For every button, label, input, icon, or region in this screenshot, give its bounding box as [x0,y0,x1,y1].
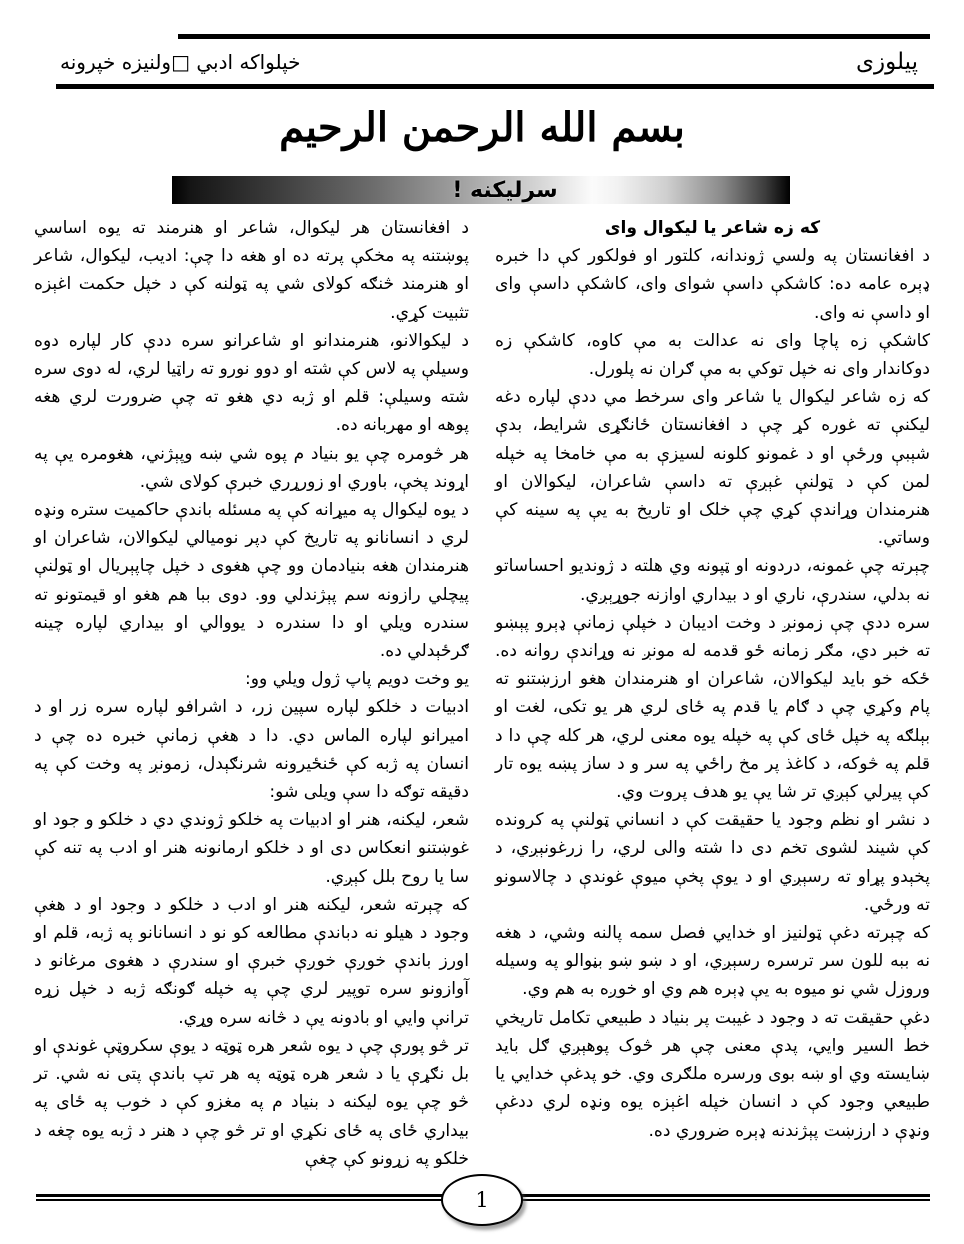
paragraph: هر څومره چې يو بنياد م پوه شي ښه وپېژني، هغومره يې په اړوند پخې، باوري او زورړري خبرې کولای شي. [34,443,469,492]
header-top-rule [178,34,930,39]
section-banner [172,176,790,204]
header-magazine-name: پيلوزی [856,49,918,75]
header-bottom-rule [56,84,934,89]
paragraph: کاشکې زه پاچا وای نه عدالت به مې کاوه، کاشکې زه دوکاندار وای نه خپل توکي به مې ګران نه پلورل. [495,330,930,380]
paragraph: ادبيات د خلکو لپاره سپين زر، د اشرافو لپاره سره زر او د اميرانو لپاره الماس دي. دا د هغې زمانې خبره ده چې د انسان په ژبه کې ځنځيرونه شرنګېدل، زمونږ په وخت کې په دقيقه توګه دا سې ويلی شو: [34,697,469,803]
paragraph: دغې حقيقت ته د وجود د غيبت پر بنياد د طبيعي تکامل تاريخي خط السير وايي، پدې معنی چې هر څوک پوهېږي ګل بايد ښايسته وي او ښه بوی ورسره ملګری وي. خو پدغې خدايي يا طبيعي وجود کې د انسان خپله اغېزه يوه ونډه لري ددغې ونډې د ارزښت پېژندنه ډېره ضروري ده. [495,1007,930,1141]
paragraph: د نشر او نظم وجود يا حقيقت کې د انساني ټولنې په کرونده کې شيند لشوی تخم دی دا شته والی لري، را زرغونېږي، د پخېدو پړاو ته رسېږي او د يوې پخې ميوې غوندې د چالاسونو ته ورځي. [495,810,930,915]
paragraph: د ليکوالانو، هنرمندانو او شاعرانو سره ددې کار لپاره دوه وسيلې په لاس کې شته او دوو نورو ته راټيا لري، له دوی سره شته وسيلې: قلم او ژبه دي هغو ته چې ضرورت لري هغه پوهه او مهربانه ده. [34,330,469,436]
page-number-badge [441,1174,523,1226]
column-right [495,214,930,1164]
paragraph: تر څو پورې چې د يوه شعر هره ټوټه د يوې سکروټې غوندې او بل نګړې يا د شعر هره ټوټه په هر تپ باندې پتی نه شي. تر څو چې يوه ليکنه د بنياد م په مغزو کې د خوب په ځای په بيداري ځای په ځای نکړي او تر څو چې د هنر د ژبه يوه چغه د خلکو په زړونو کې چغې [34,1035,469,1169]
paragraph: د افغانستان هر ليکوال، شاعر او هنرمند ته يوه اساسي پوښتنه په مخکې پرته ده او هغه دا چې: اديب، ليکوال، شاعر او هنرمند څنګه کولای شي په ټولنه کې د خپل حکمت اغېزه تثبيت کړي. [34,218,469,323]
paragraph: که چېرته شعر، ليکنه هنر او ادب د خلکو د وجود او د هغې وجود د هيلو نه دباندې مطالعه کو نو د انسانانو په ژبه، قلم او اورز باندې خوږې خوږې خبرې او سندرې د هغوی مرغانو د آوازونو سره توپير لري چې په خپله ګونګه ژبه د خپل زړه ترانې وايي او بادونه يې د څانه سره وړي. [34,894,469,1028]
paragraph: که زه شاعر ليکوال يا شاعر وای سرخط مي ددې لپاره دغه ليکنې ته غوره کړ چې د افغانستان ځانګړی شرايط، بدې شېبې ورځې او د غمونو کلونه لسيزې به مې خامخا په خپله لمن کې د ټولنې غېږې ته داسې شاعران، ليکوالان او هنرمندان وړاندې کړي چې خلک او تاريخ به يې په سينه کې وساتي. [495,387,930,549]
paragraph: سره ددې چې زمونږ د وخت اديبان د خپلې زمانې ډېرو پېښو ته خبر دي، مګر زمانه ځو قدمه له مونږ نه وړاندې روانه ده. ځکه خو بايد ليکوالان، شاعران او هنرمندان هغو ارزښتنو ته پام وکړي چې د ګام يا قدم په ځای لري هر يو تکی، لغت او بېلګه په خپل ځای کې په خپله يوه معنی لري، هر کله چې دا د قلم په څوکه، د کاغذ پر مخ راځي په سر و د ساز پښه يوه تار کې پيرلي کېږي تر شا يې يو هدف پروت وي. [495,612,930,803]
section-banner-label: سرليکنه ! [452,177,558,203]
paragraph: که چېرته دغې ټولنيز او خدايي فصل سمه پالنه وشي، د هغه نه ببه للون سر ترسره رسېږي، او د ښو ښو بڼوالو په وسيله وروزل شي نو ميوه به يې ډېره هم وي او خوږه به هم وي. [495,923,930,1000]
page-header [0,34,964,90]
column-left [34,214,469,1169]
paragraph: د يوه ليکوال په ميړانه کې په مسئله باندې حاکميت ستره ونډه لري د انسانانو په تاريخ کې دپر نوميالي ليکوالان، شاعران او هنرمندان هغه بنيادمان وو چې هغوی د خپل چاپېريال او ټولنې پيچلي رازونه سم پېژندلي وو. دوی ببا هم هغو او قيمتونو ته سندره ويلي او دا سندره د يووالي او بيداري لپاره چينه ګرځېدلي ده. [34,500,469,662]
paragraph: چېرته چې غمونه، دردونه او ټپونه وي هلته د ژونديو احساساتو نه بدلي، سندرې، ناري او د بيداري اوازنه جوړېږي. [495,556,930,605]
bismillah-heading: بسم الله الرحمن الرحيم [279,104,685,151]
header-subtitle: خپلواکه ادبي □ولنيزه خپرونه [60,50,301,74]
page-number: 1 [475,1188,489,1212]
paragraph: که زه شاعر يا ليکوال وای [604,218,821,238]
paragraph: شعر، ليکنه، هنر او ادبيات په خلکو ژوندي دي د خلکو و جود او غوښتنو انعکاس دی او د خلکو ارمانونه هنر او ادب په تنه کې سا يا روح بلل کېږي. [34,810,469,887]
paragraph: د افغانستان په ولسي ژوندانه، کلتور او فولکور کې دا خبره ډېره عامه ده: کاشکې داسې شوای وای، کاشکې داسې وای او داسې نه وای. [495,246,930,323]
article-body [34,214,930,1169]
header-text-row [0,40,964,84]
paragraph: يو وخت دويم پاپ ژول ويلي وو: [245,669,469,690]
page-footer [0,1184,964,1232]
